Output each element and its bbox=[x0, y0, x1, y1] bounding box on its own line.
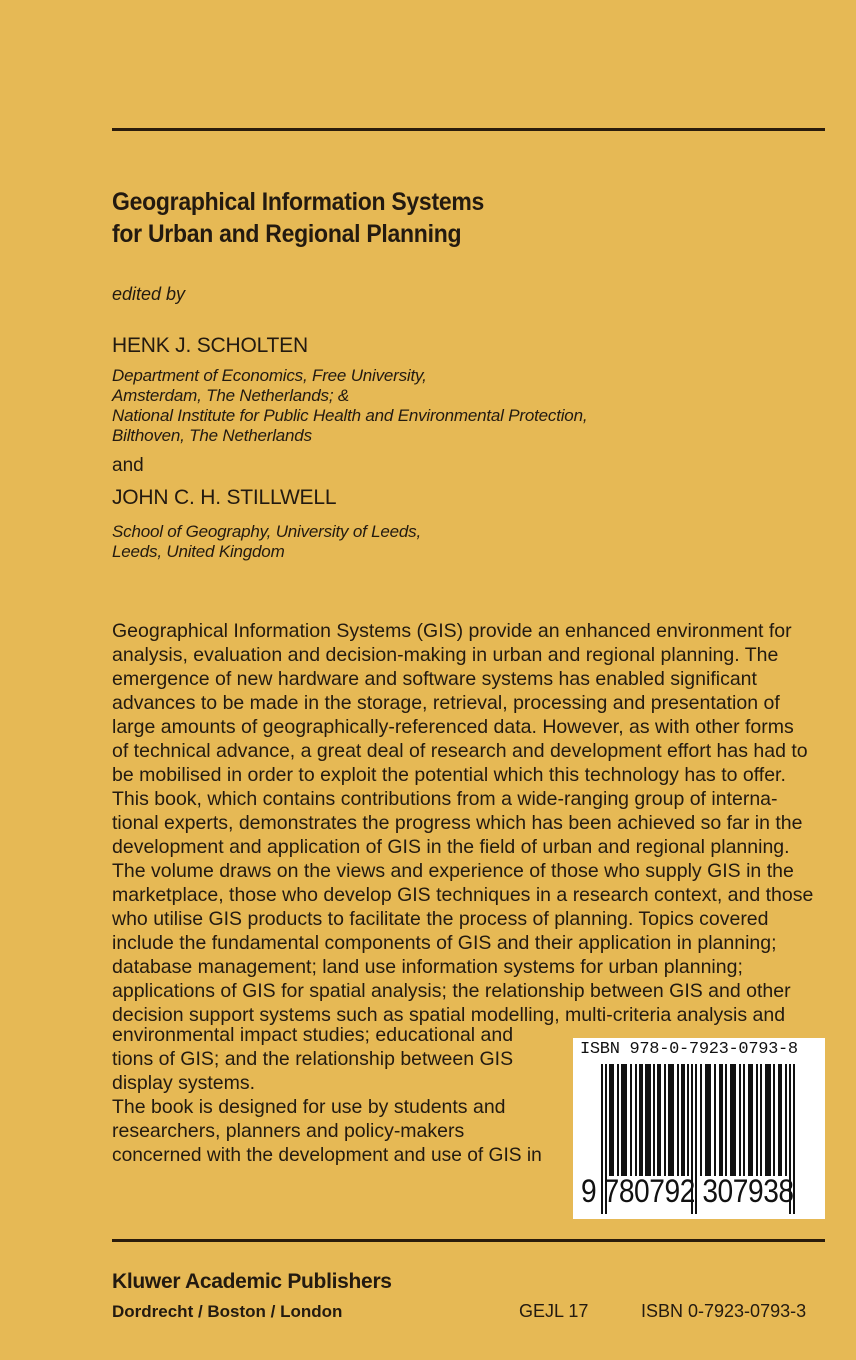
top-rule bbox=[112, 128, 825, 131]
title-line-1: Geographical Information Systems bbox=[112, 188, 485, 216]
and-connector: and bbox=[112, 455, 144, 476]
description-line: advances to be made in the storage, retrieval, processing and presentation of bbox=[112, 692, 780, 714]
description-line: The book is designed for use by students and bbox=[112, 1096, 506, 1118]
book-title bbox=[112, 186, 484, 250]
description-line: This book, which contains contributions from a wide-ranging group of interna- bbox=[112, 788, 778, 810]
affiliation-line: Department of Economics, Free University, bbox=[112, 366, 427, 385]
description-line: emergence of new hardware and software systems has enabled significant bbox=[112, 668, 757, 690]
description-line: who utilise GIS products to facilitate the process of planning. Topics covered bbox=[112, 908, 769, 930]
barcode-digits: 9 780792 307938 bbox=[581, 1173, 794, 1209]
editor-2-affiliation bbox=[112, 522, 421, 562]
description-line: decision support systems such as spatial modelling, multi-criteria analysis and bbox=[112, 1004, 786, 1026]
description-line: The volume draws on the views and experience of those who supply GIS in the bbox=[112, 860, 794, 882]
description-line: marketplace, those who develop GIS techniques in a research context, and those bbox=[112, 884, 814, 906]
description-line: applications of GIS for spatial analysis; the relationship between GIS and other bbox=[112, 980, 791, 1002]
description-line: of technical advance, a great deal of research and development effort has had to bbox=[112, 740, 808, 762]
description-line: development and application of GIS in the field of urban and regional planning. bbox=[112, 836, 790, 858]
description-line: be mobilised in order to exploit the potential which this technology has to offer. bbox=[112, 764, 786, 786]
publisher-name: Kluwer Academic Publishers bbox=[112, 1270, 392, 1293]
description-line: analysis, evaluation and decision-making in urban and regional planning. The bbox=[112, 644, 779, 666]
isbn10: ISBN 0-7923-0793-3 bbox=[641, 1301, 807, 1321]
description-line: include the fundamental components of GIS and their application in planning; bbox=[112, 932, 777, 954]
description bbox=[112, 619, 825, 1027]
barcode-isbn13-label: ISBN 978-0-7923-0793-8 bbox=[580, 1040, 798, 1059]
description-line: database management; land use information systems for urban planning; bbox=[112, 956, 743, 978]
isbn-barcode bbox=[573, 1038, 825, 1219]
description-line: researchers, planners and policy-makers bbox=[112, 1120, 465, 1142]
description-line: display systems. bbox=[112, 1072, 256, 1094]
description-line: tional experts, demonstrates the progress which has been achieved so far in the bbox=[112, 812, 803, 834]
description-line: environmental impact studies; educational and bbox=[112, 1024, 514, 1046]
series-code: GEJL 17 bbox=[519, 1301, 589, 1321]
title-line-2: for Urban and Regional Planning bbox=[112, 220, 462, 248]
publisher-cities: Dordrecht / Boston / London bbox=[112, 1302, 343, 1321]
editor-name-2: JOHN C. H. STILLWELL bbox=[112, 486, 337, 509]
description-line: Geographical Information Systems (GIS) provide an enhanced environment for bbox=[112, 620, 792, 642]
affiliation-line: National Institute for Public Health and Environmental Protection, bbox=[112, 406, 588, 425]
affiliation-line: Bilthoven, The Netherlands bbox=[112, 426, 312, 445]
affiliation-line: School of Geography, University of Leeds, bbox=[112, 522, 421, 541]
description-line: tions of GIS; and the relationship between GIS bbox=[112, 1048, 514, 1070]
description-line: concerned with the development and use of GIS in bbox=[112, 1144, 542, 1166]
affiliation-line: Leeds, United Kingdom bbox=[112, 542, 285, 561]
description-lower bbox=[112, 1023, 542, 1167]
edited-by-label: edited by bbox=[112, 284, 186, 304]
affiliation-line: Amsterdam, The Netherlands; & bbox=[112, 386, 350, 405]
bottom-rule bbox=[112, 1239, 825, 1242]
editor-name-1: HENK J. SCHOLTEN bbox=[112, 334, 308, 357]
description-line: large amounts of geographically-referenced data. However, as with other forms bbox=[112, 716, 794, 738]
editor-1-affiliation bbox=[112, 366, 587, 446]
